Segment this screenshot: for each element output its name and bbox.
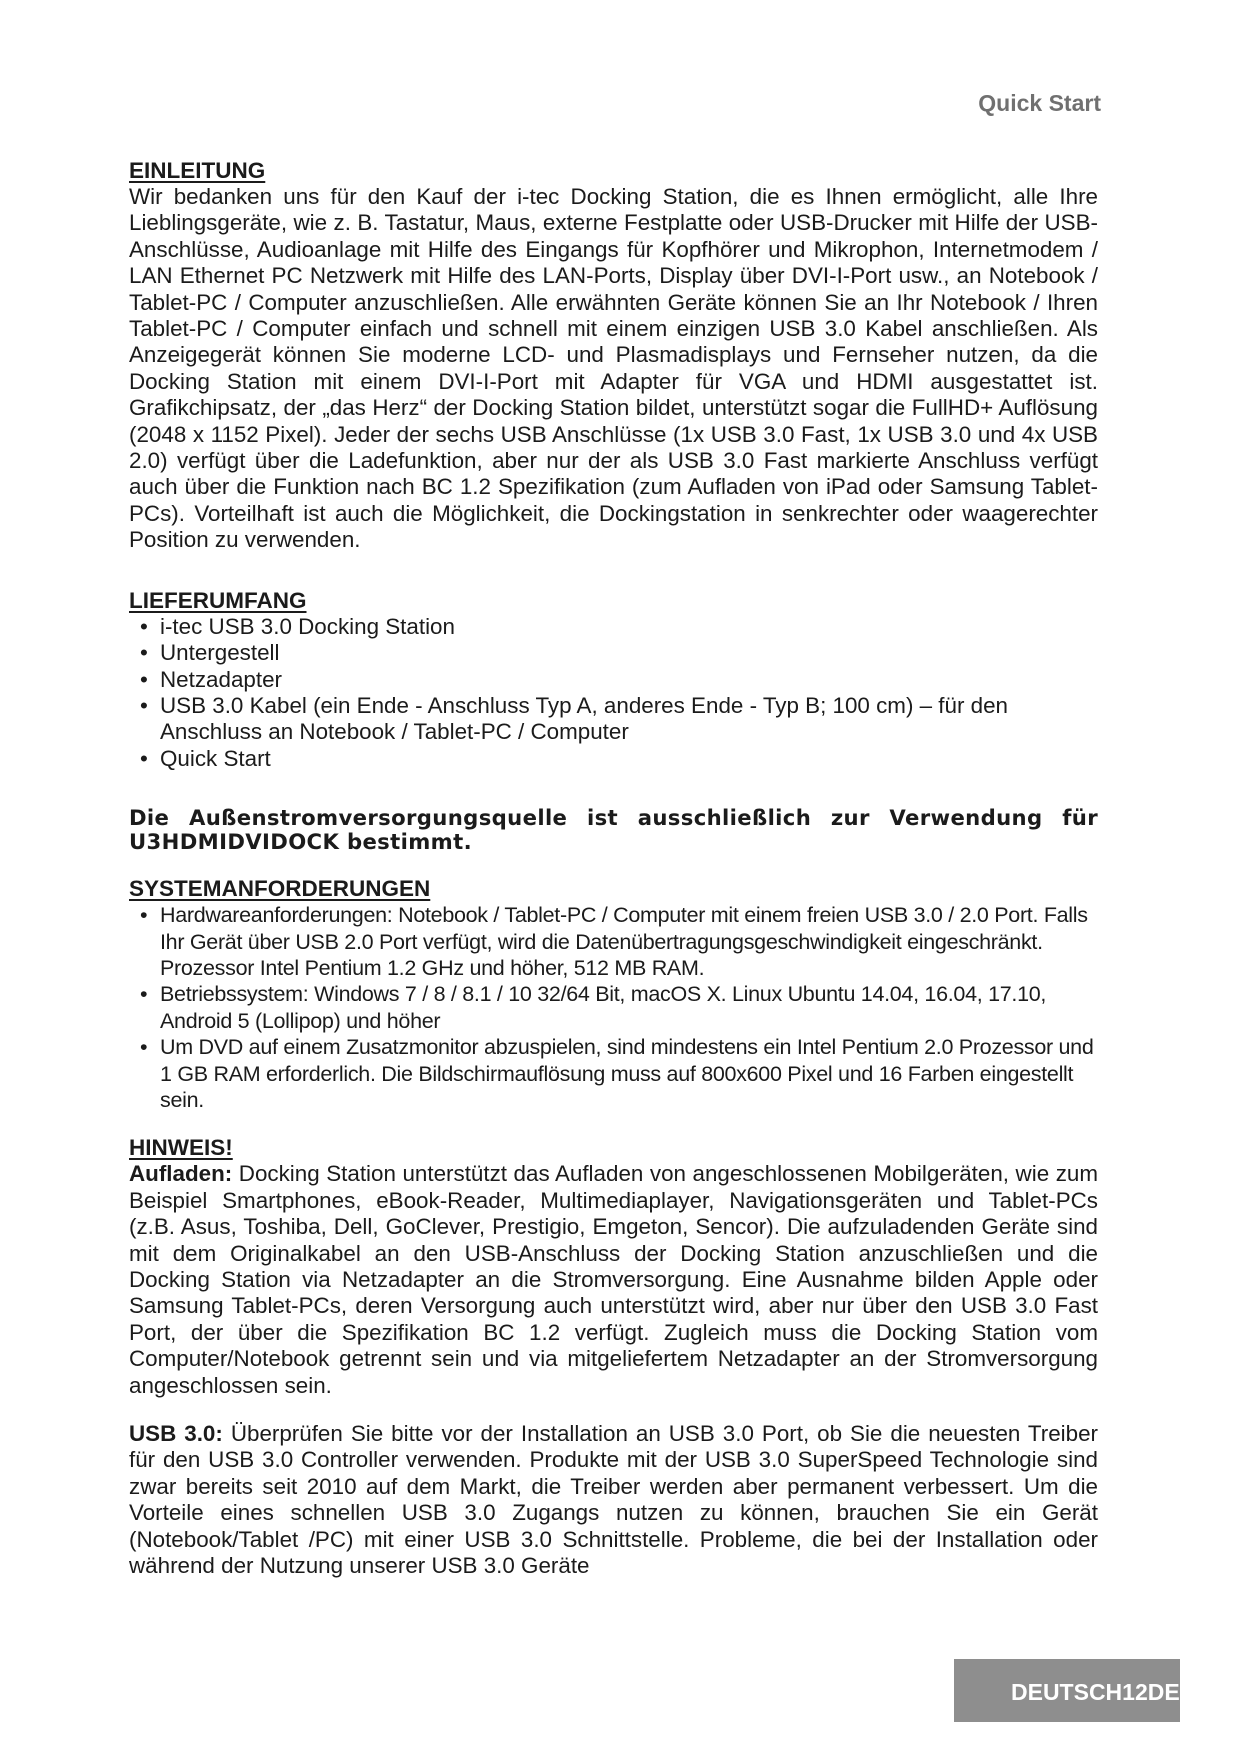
- power-supply-notice: Die Außenstromversorgungsquelle ist ausschließlich zur Verwendung für U3HDMIDVIDOCK bestimmt.: [129, 805, 1098, 855]
- list-item: • Untergestell: [139, 640, 1098, 666]
- requirements-list: [139, 902, 1098, 1113]
- page-number: 12: [1122, 1679, 1148, 1705]
- footer-language-tab: [954, 1659, 1226, 1722]
- charging-label: Aufladen:: [129, 1161, 233, 1187]
- intro-heading: EINLEITUNG: [129, 158, 266, 183]
- list-item: • Quick Start: [139, 746, 1098, 772]
- document-body: [129, 158, 1098, 1579]
- usb-label: USB 3.0:: [129, 1421, 223, 1447]
- charging-text: Docking Station unterstützt das Aufladen von angeschlossenen Mobilgeräten, wie zum Beispiel Smartphones, eBook-Reader, Multimediaplayer, Navigationsgeräten und Tablet-PCs (z.B. Asus, Toshiba, Dell, GoClever, Prestigio, Emgeton, Sencor). Die aufzuladenden Geräte sind mit dem Originalkabel an den USB-Anschluss der Docking Station anzuschließen und die Docking Station via Netzadapter an die Stromversorgung. Eine Ausnahme bilden Apple oder Samsung Tablet-PCs, deren Versorgung auch unterstützt wird, aber nur über den USB 3.0 Fast Port, der über die Spezifikation BC 1.2 verfügt. Zugleich muss die Docking Station vom Computer/Notebook getrennt sein und via mitgeliefertem Netzadapter an der Stromversorgung angeschlossen sein.: [129, 1161, 1098, 1398]
- list-item: • USB 3.0 Kabel (ein Ende - Anschluss Typ A, anderes Ende - Typ B; 100 cm) – für den Anschluss an Notebook / Tablet-PC / Computer: [139, 693, 1098, 746]
- hint-heading: HINWEIS!: [129, 1135, 233, 1161]
- list-item: • Hardwareanforderungen: Notebook / Tablet-PC / Computer mit einem freien USB 3.0 / 2.0 Port. Falls Ihr Gerät über USB 2.0 Port verfügt, wird die Datenübertragungsgeschwindigkeit eingeschränkt. Prozessor Intel Pentium 1.2 GHz und höher, 512 MB RAM.: [139, 902, 1098, 981]
- list-item: • i-tec USB 3.0 Docking Station: [139, 614, 1098, 640]
- requirements-heading: SYSTEMANFORDERUNGEN: [129, 876, 431, 902]
- page-header-title: Quick Start: [978, 90, 1101, 116]
- package-heading: LIEFERUMFANG: [129, 587, 307, 613]
- charging-paragraph: [129, 1161, 1098, 1399]
- footer-language-label: DEUTSCH12DEUTS: [1011, 1679, 1226, 1705]
- usb-text: Überprüfen Sie bitte vor der Installation an USB 3.0 Port, ob Sie die neuesten Treiber für den USB 3.0 Controller verwenden. Produkte mit der USB 3.0 SuperSpeed Technologie sind zwar bereits seit 2010 auf dem Markt, die Treiber werden aber permanent verbessert. Um die Vorteile eines schnellen USB 3.0 Zugangs nutzen zu können, brauchen Sie ein Gerät (Notebook/Tablet /PC) mit einer USB 3.0 Schnittstelle. Probleme, die bei der Installation oder während der Nutzung unserer USB 3.0 Geräte: [129, 1421, 1099, 1579]
- list-item: • Netzadapter: [139, 667, 1098, 693]
- list-item: • Um DVD auf einem Zusatzmonitor abzuspielen, sind mindestens ein Intel Pentium 2.0 Prozessor und 1 GB RAM erforderlich. Die Bildschirmauflösung muss auf 800x600 Pixel und 16 Farben eingestellt sein.: [139, 1034, 1098, 1113]
- intro-paragraph: Wir bedanken uns für den Kauf der i-tec Docking Station, die es Ihnen ermöglicht, alle Ihre Lieblingsgeräte, wie z. B. Tastatur, Maus, externe Festplatte oder USB-Drucker mit Hilfe der USB-Anschlüsse, Audioanlage mit Hilfe des Eingangs für Kopfhörer und Mikrophon, Internetmodem / LAN Ethernet PC Netzwerk mit Hilfe des LAN-Ports, Display über DVI-I-Port usw., an Notebook / Tablet-PC / Computer anzuschließen. Alle erwähnten Geräte können Sie an Ihr Notebook / Ihren Tablet-PC / Computer einfach und schnell mit einem einzigen USB 3.0 Kabel anschließen. Als Anzeigegerät können Sie moderne LCD- und Plasmadisplays und Fernseher nutzen, da die Docking Station mit einem DVI-I-Port mit Adapter für VGA und HDMI ausgestattet ist. Grafikchipsatz, der „das Herz“ der Docking Station bildet, unterstützt sogar die FullHD+ Auflösung (2048 x 1152 Pixel). Jeder der sechs USB Anschlüsse (1x USB 3.0 Fast, 1x USB 3.0 und 4x USB 2.0) verfügt über die Ladefunktion, aber nur der als USB 3.0 Fast markierte Anschluss verfügt auch über die Funktion nach BC 1.2 Spezifikation (zum Aufladen von iPad oder Samsung Tablet-PCs). Vorteilhaft ist auch die Möglichkeit, die Dockingstation in senkrechter oder waagerechter Position zu verwenden.: [129, 184, 1098, 553]
- package-list: [139, 614, 1098, 772]
- list-item: • Betriebssystem: Windows 7 / 8 / 8.1 / 10 32/64 Bit, macOS X. Linux Ubuntu 14.04, 16.04, 17.10, Android 5 (Lollipop) und höher: [139, 981, 1098, 1034]
- usb-paragraph: [129, 1421, 1098, 1579]
